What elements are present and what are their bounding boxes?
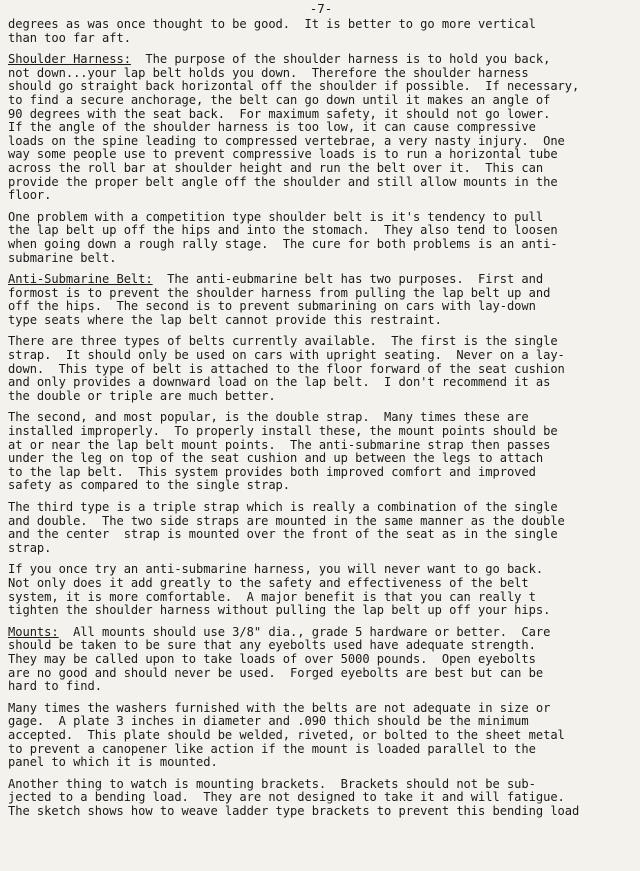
section-heading: Anti-Submarine Belt: <box>8 272 153 287</box>
text-line <box>8 778 634 792</box>
text-line <box>8 376 634 390</box>
line-text: submarine belt. <box>8 250 117 265</box>
paragraph <box>8 626 634 694</box>
text-line <box>8 67 634 81</box>
text-line <box>8 32 634 46</box>
text-line <box>8 176 634 190</box>
line-text: type seats where the lap belt cannot provide this restraint. <box>8 312 442 327</box>
line-text: to prevent a canopener like action if the mount is loaded parallel to the <box>8 741 536 756</box>
line-text: floor. <box>8 188 52 203</box>
line-text: Not only does it add greatly to the safety and effectiveness of the belt <box>8 575 529 590</box>
line-text: way some people use to prevent compressive loads is to run a horizontal tube <box>8 147 558 162</box>
text-line <box>8 287 634 301</box>
line-text: strap. It should only be used on cars with upright seating. Never on a lay- <box>8 348 565 363</box>
line-text: than too far aft. <box>8 30 131 45</box>
line-text: to the lap belt. This system provides both improved comfort and improved <box>8 464 536 479</box>
paragraph <box>8 18 634 45</box>
line-text: The second, and most popular, is the double strap. Many times these are <box>8 410 529 425</box>
line-text: loads on the spine leading to compressed vertebrae, a very nasty injury. One <box>8 133 565 148</box>
text-line <box>8 80 634 94</box>
line-text: One problem with a competition type shoulder belt is it's tendency to pull <box>8 209 544 224</box>
text-line <box>8 148 634 162</box>
paragraph <box>8 335 634 403</box>
paragraph <box>8 778 634 819</box>
line-text: They may be called upon to take loads of over 5000 pounds. Open eyebolts <box>8 651 536 666</box>
line-text: should be taken to be sure that any eyebolts used have adequate strength. <box>8 638 536 653</box>
line-text: The sketch shows how to weave ladder type brackets to prevent this bending load <box>8 803 580 818</box>
text-line <box>8 702 634 716</box>
text-line <box>8 479 634 493</box>
text-line <box>8 121 634 135</box>
section-heading: Mounts: <box>8 624 59 639</box>
line-text: to find a secure anchorage, the belt can go down until it makes an angle of <box>8 92 551 107</box>
text-line <box>8 452 634 466</box>
line-text: the lap belt up off the hips and into the stomach. They also tend to loosen <box>8 223 558 238</box>
paragraph <box>8 702 634 770</box>
section-heading: Shoulder Harness: <box>8 52 131 67</box>
text-line <box>8 53 634 67</box>
text-line <box>8 189 634 203</box>
text-line <box>8 604 634 618</box>
text-line <box>8 238 634 252</box>
text-line <box>8 162 634 176</box>
line-text: safety as compared to the single strap. <box>8 478 291 493</box>
text-line <box>8 439 634 453</box>
text-line <box>8 273 634 287</box>
text-line <box>8 501 634 515</box>
text-line <box>8 224 634 238</box>
line-text: accepted. This plate should be welded, riveted, or bolted to the sheet metal <box>8 727 565 742</box>
text-line <box>8 349 634 363</box>
text-line <box>8 667 634 681</box>
line-text: degrees as was once thought to be good. It is better to go more vertical <box>8 17 536 31</box>
line-text: If the angle of the shoulder harness is too low, it can cause compressive <box>8 120 536 135</box>
line-text: Many times the washers furnished with the belts are not adequate in size or <box>8 700 551 715</box>
line-text: If you once try an anti-submarine harness, you will never want to go back. <box>8 562 544 577</box>
text-line <box>8 639 634 653</box>
line-text: at or near the lap belt mount points. The anti-submarine strap then passes <box>8 437 551 452</box>
line-text: The third type is a triple strap which is really a combination of the single <box>8 500 558 514</box>
text-line <box>8 756 634 770</box>
text-line <box>8 563 634 577</box>
text-line <box>8 626 634 640</box>
line-text: across the roll bar at shoulder height and run the belt over it. This can <box>8 160 544 175</box>
text-line <box>8 805 634 819</box>
line-text: the double or triple are much better. <box>8 388 276 403</box>
line-text: gage. A plate 3 inches in diameter and .090 thich should be the minimum <box>8 714 529 729</box>
line-text: hard to find. <box>8 679 103 694</box>
page-number: -7- <box>309 1 333 16</box>
text-line <box>8 211 634 225</box>
paragraph <box>8 411 634 493</box>
paragraph <box>8 501 634 555</box>
text-line <box>8 390 634 404</box>
text-line <box>8 252 634 266</box>
line-text: are no good and should never be used. Forged eyebolts are best but can be <box>8 665 544 680</box>
line-text: when going down a rough rally stage. The cure for both problems is an anti- <box>8 236 558 251</box>
line-text: strap. <box>8 540 52 555</box>
line-text: should go straight back horizontal off the shoulder if possible. If necessary, <box>8 79 580 94</box>
paragraph <box>8 211 634 265</box>
line-text: 90 degrees with the seat back. For maximum safety, it should not go lower. <box>8 106 551 121</box>
text-line <box>8 542 634 556</box>
text-line <box>8 135 634 149</box>
text-line <box>8 94 634 108</box>
line-text: and double. The two side straps are mounted in the same manner as the double <box>8 513 565 528</box>
line-text: provide the proper belt angle off the shoulder and still allow mounts in the <box>8 174 558 189</box>
text-line <box>8 108 634 122</box>
line-text: system, it is more comfortable. A major benefit is that you can really t <box>8 589 536 604</box>
text-line <box>8 591 634 605</box>
line-text: All mounts should use 3/8" dia., grade 5 hardware or better. Care <box>58 624 551 639</box>
text-line <box>8 425 634 439</box>
text-line <box>8 729 634 743</box>
line-text: formost is to prevent the shoulder harness from pulling the lap belt up and <box>8 285 551 300</box>
text-line <box>8 411 634 425</box>
line-text: off the hips. The second is to prevent submarining on cars with lay-down <box>8 299 536 314</box>
line-text: and the center strap is mounted over the front of the seat as in the single <box>8 527 558 542</box>
text-line <box>8 335 634 349</box>
text-line <box>8 680 634 694</box>
text-line <box>8 577 634 591</box>
line-text: down. This type of belt is attached to the floor forward of the seat cushion <box>8 361 565 376</box>
text-line <box>8 528 634 542</box>
line-text: Another thing to watch is mounting brackets. Brackets should not be sub- <box>8 776 536 791</box>
line-text: jected to a bending load. They are not designed to take it and will fatigue. <box>8 790 565 805</box>
paragraph <box>8 53 634 203</box>
line-text: not down...your lap belt holds you down. Therefore the shoulder harness <box>8 65 529 80</box>
text-line <box>8 314 634 328</box>
line-text: The purpose of the shoulder harness is to hold you back, <box>130 52 551 67</box>
text-line <box>8 743 634 757</box>
text-line <box>8 715 634 729</box>
line-text: panel to which it is mounted. <box>8 755 218 770</box>
line-text: There are three types of belts currently available. The first is the single <box>8 334 558 349</box>
text-line <box>8 515 634 529</box>
line-text: The anti-eubmarine belt has two purposes. First and <box>152 272 544 287</box>
paragraph <box>8 273 634 327</box>
line-text: and only provides a downward load on the lap belt. I don't recommend it as <box>8 375 551 390</box>
line-text: tighten the shoulder harness without pulling the lap belt up off your hips. <box>8 603 551 618</box>
line-text: installed improperly. To properly install these, the mount points should be <box>8 424 558 439</box>
text-line <box>8 363 634 377</box>
text-line <box>8 300 634 314</box>
text-line <box>8 466 634 480</box>
line-text: under the leg on top of the seat cushion and up between the legs to attach <box>8 451 544 466</box>
paragraph <box>8 563 634 617</box>
text-line <box>8 791 634 805</box>
text-line <box>8 18 634 32</box>
document-body <box>8 18 634 818</box>
text-line <box>8 653 634 667</box>
